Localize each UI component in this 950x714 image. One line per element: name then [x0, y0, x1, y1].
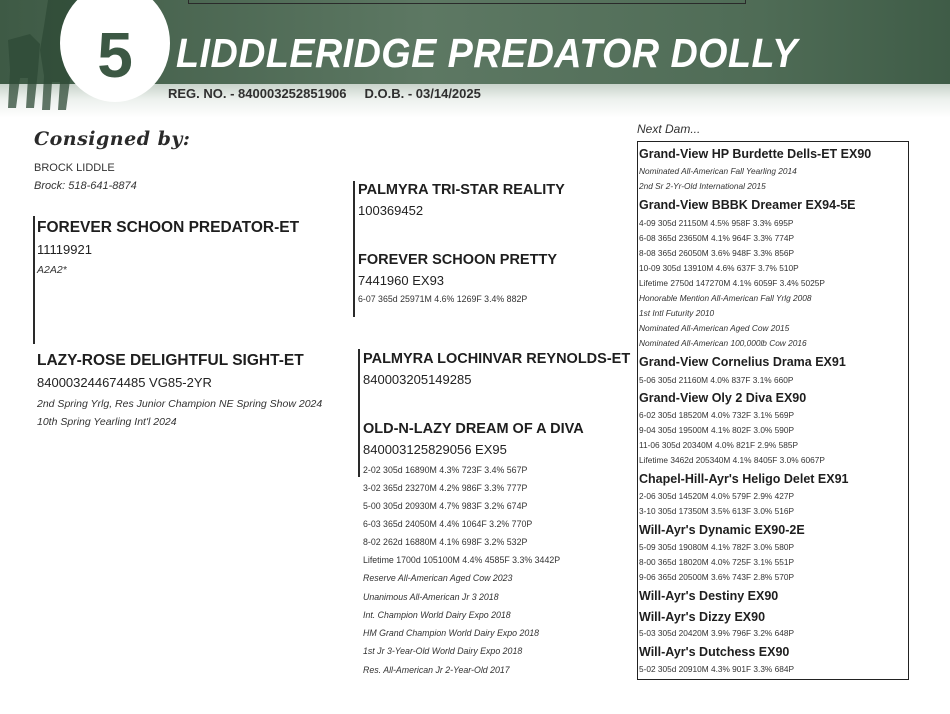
- next-dam-line: 6-08 365d 23650M 4.1% 964F 3.3% 774P: [639, 233, 794, 243]
- reg-number: REG. NO. - 840003252851906: [168, 86, 347, 101]
- next-dam-line: 8-00 365d 18020M 4.0% 725F 3.1% 551P: [639, 557, 794, 567]
- next-dam-name: Will-Ayr's Dizzy EX90: [639, 610, 766, 624]
- next-dam-name: Grand-View BBBK Dreamer EX94-5E: [639, 198, 856, 212]
- next-dam-name: Grand-View Oly 2 Diva EX90: [639, 391, 807, 405]
- dam-dam-record: 3-02 365d 23270M 4.2% 986F 3.3% 777P: [363, 483, 528, 493]
- sire-sire-reg: 100369452: [358, 203, 424, 218]
- top-frame-line: [188, 0, 746, 4]
- next-dam-line: 10-09 305d 13910M 4.6% 637F 3.7% 510P: [639, 263, 799, 273]
- next-dam-line: 9-04 305d 19500M 4.1% 802F 3.0% 590P: [639, 425, 794, 435]
- next-dam-line: Nominated All-American 100,000lb Cow 2016: [639, 338, 807, 348]
- next-dam-label: Next Dam...: [637, 122, 701, 136]
- next-dam-line: 5-09 305d 19080M 4.1% 782F 3.0% 580P: [639, 542, 794, 552]
- next-dam-line: 5-03 305d 20420M 3.9% 796F 3.2% 648P: [639, 628, 794, 638]
- sire-reg: 11119921: [37, 242, 92, 257]
- sire-parents-bracket: [353, 181, 355, 317]
- dam-note: 2nd Spring Yrlg, Res Junior Champion NE Spring Show 2024: [37, 398, 323, 410]
- consigned-by-label: Consigned by:: [34, 128, 191, 150]
- dam-dam-honor: Int. Champion World Dairy Expo 2018: [363, 610, 511, 620]
- next-dam-line: 8-08 365d 26050M 3.6% 948F 3.3% 856P: [639, 248, 794, 258]
- dam-dam-record: 8-02 262d 16880M 4.1% 698F 3.2% 532P: [363, 537, 528, 547]
- consignor-phone: Brock: 518-641-8874: [34, 180, 137, 192]
- next-dam-line: Lifetime 2750d 147270M 4.1% 6059F 3.4% 5025P: [639, 278, 825, 288]
- dam-dam-record: 5-00 305d 20930M 4.7% 983F 3.2% 674P: [363, 501, 528, 511]
- sire-note: A2A2*: [37, 264, 67, 276]
- dam-dam-name: OLD-N-LAZY DREAM OF A DIVA: [363, 421, 584, 437]
- next-dam-line: 9-06 365d 20500M 3.6% 743F 2.8% 570P: [639, 572, 794, 582]
- next-dam-name: Will-Ayr's Dynamic EX90-2E: [639, 523, 805, 537]
- sire-dam-reg: 7441960 EX93: [358, 273, 445, 288]
- next-dam-name: Chapel-Hill-Ayr's Heligo Delet EX91: [639, 472, 849, 486]
- sire-dam-record: 6-07 365d 25971M 4.6% 1269F 3.4% 882P: [358, 294, 528, 304]
- next-dam-line: Lifetime 3462d 205340M 4.1% 8405F 3.0% 6067P: [639, 455, 825, 465]
- animal-name: LIDDLERIDGE PREDATOR DOLLY: [176, 30, 798, 76]
- dam-dam-reg: 840003125829056 EX95: [363, 442, 507, 457]
- dam-dam-honor: Unanimous All-American Jr 3 2018: [363, 592, 499, 602]
- date-of-birth: D.O.B. - 03/14/2025: [364, 86, 481, 101]
- sire-dam-name: FOREVER SCHOON PRETTY: [358, 252, 557, 268]
- dam-dam-record: 2-02 305d 16890M 4.3% 723F 3.4% 567P: [363, 465, 528, 475]
- next-dam-line: Nominated All-American Aged Cow 2015: [639, 323, 790, 333]
- sire-bracket: [33, 216, 35, 344]
- next-dam-line: 11-06 305d 20340M 4.0% 821F 2.9% 585P: [639, 440, 798, 450]
- dam-sire-reg: 840003205149285: [363, 372, 472, 387]
- next-dam-line: 2nd Sr 2-Yr-Old International 2015: [639, 181, 766, 191]
- dam-dam-honor: Reserve All-American Aged Cow 2023: [363, 573, 513, 583]
- dam-dam-honor: HM Grand Champion World Dairy Expo 2018: [363, 628, 540, 638]
- dam-dam-record: Lifetime 1700d 105100M 4.4% 4585F 3.3% 3442P: [363, 555, 561, 565]
- consignor-name: BROCK LIDDLE: [34, 162, 115, 174]
- next-dam-line: Honorable Mention All-American Fall Yrlg 2008: [639, 293, 812, 303]
- next-dam-line: 5-06 305d 21160M 4.0% 837F 3.1% 660P: [639, 375, 794, 385]
- next-dam-line: Nominated All-American Fall Yearling 2014: [639, 166, 797, 176]
- registration-line: [168, 86, 481, 101]
- lot-number: 5: [97, 19, 133, 91]
- dam-parents-bracket: [358, 349, 360, 477]
- next-dam-line: 3-10 305d 17350M 3.5% 613F 3.0% 516P: [639, 506, 794, 516]
- next-dam-line: 1st Intl Futurity 2010: [639, 308, 715, 318]
- next-dam-name: Grand-View HP Burdette Dells-ET EX90: [639, 147, 872, 161]
- dam-reg: 840003244674485 VG85-2YR: [37, 375, 212, 390]
- dam-dam-honor: 1st Jr 3-Year-Old World Dairy Expo 2018: [363, 646, 523, 656]
- next-dam-line: 5-02 305d 20910M 4.3% 901F 3.3% 684P: [639, 664, 794, 674]
- dam-name: LAZY-ROSE DELIGHTFUL SIGHT-ET: [37, 352, 304, 369]
- sire-name: FOREVER SCHOON PREDATOR-ET: [37, 219, 300, 236]
- dam-dam-honor: Res. All-American Jr 2-Year-Old 2017: [363, 665, 510, 675]
- sire-sire-name: PALMYRA TRI-STAR REALITY: [358, 182, 565, 198]
- next-dam-name: Will-Ayr's Dutchess EX90: [639, 645, 790, 659]
- next-dam-line: 4-09 305d 21150M 4.5% 958F 3.3% 695P: [639, 218, 794, 228]
- dam-dam-record: 6-03 365d 24050M 4.4% 1064F 3.2% 770P: [363, 519, 533, 529]
- next-dam-line: 2-06 305d 14520M 4.0% 579F 2.9% 427P: [639, 491, 794, 501]
- next-dam-name: Will-Ayr's Destiny EX90: [639, 589, 779, 603]
- next-dam-line: 6-02 305d 18520M 4.0% 732F 3.1% 569P: [639, 410, 794, 420]
- dam-note: 10th Spring Yearling Int'l 2024: [37, 416, 177, 428]
- dam-sire-name: PALMYRA LOCHINVAR REYNOLDS-ET: [363, 351, 631, 367]
- next-dam-name: Grand-View Cornelius Drama EX91: [639, 355, 846, 369]
